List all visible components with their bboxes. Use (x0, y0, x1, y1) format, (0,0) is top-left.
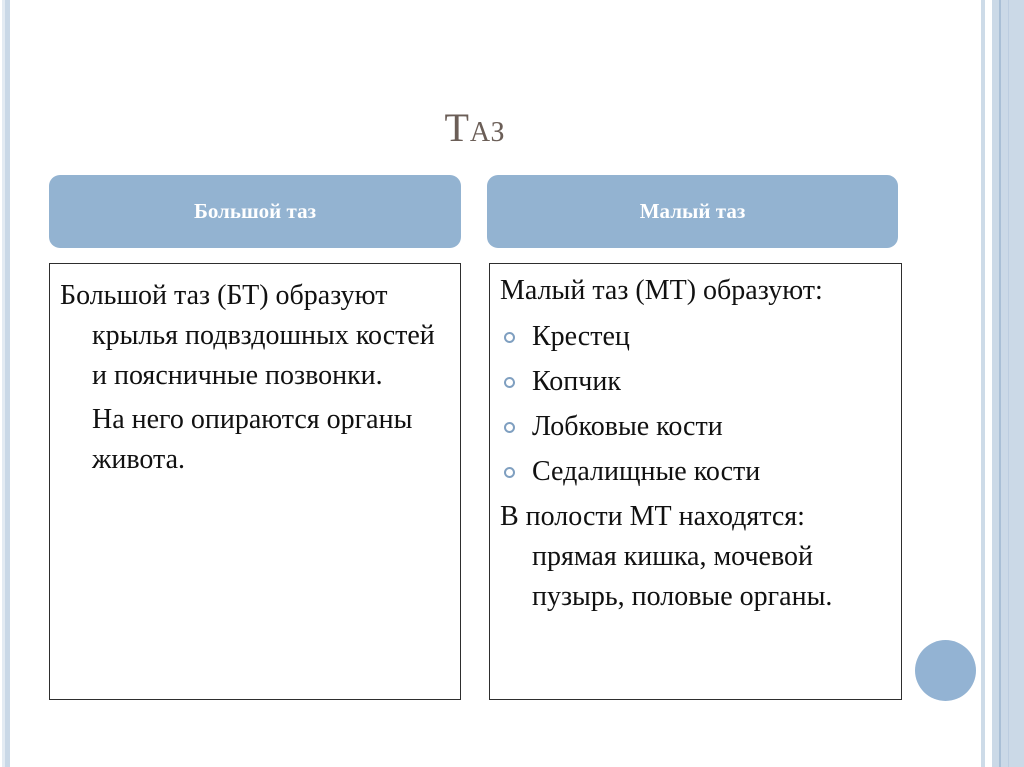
right-decor-line (999, 0, 1001, 767)
small-pelvis-textbox (489, 263, 902, 700)
circle-bullet-icon (504, 467, 515, 478)
right-decor-stripe-thin (981, 0, 985, 767)
large-pelvis-paragraph-1: Большой таз (БТ) образуют крылья подвздошных костей и поясничные позвонки. (60, 280, 435, 391)
header-large-pelvis (49, 175, 461, 248)
header-large-pelvis-label: Большой таз (193, 199, 317, 223)
small-pelvis-bones-list (500, 317, 891, 492)
decor-circle (915, 640, 976, 701)
small-pelvis-intro: Малый таз (МТ) образуют: (500, 275, 823, 306)
list-item (500, 362, 891, 402)
list-item-label: Копчик (532, 366, 621, 397)
circle-bullet-icon (504, 422, 515, 433)
small-pelvis-outro: В полости МТ находятся: прямая кишка, мочевой пузырь, половые органы. (500, 501, 833, 612)
header-small-pelvis-label: Малый таз (639, 199, 746, 223)
list-item (500, 452, 891, 492)
list-item-label: Лобковые кости (532, 411, 723, 442)
circle-bullet-icon (504, 377, 515, 388)
header-small-pelvis (487, 175, 898, 248)
list-item-label: Крестец (532, 321, 630, 352)
list-item (500, 407, 891, 447)
list-item (500, 317, 891, 357)
slide-title: Таз (444, 105, 506, 150)
list-item-label: Седалищные кости (532, 456, 761, 487)
right-decor-line-2 (1008, 0, 1009, 767)
large-pelvis-textbox (49, 263, 461, 700)
circle-bullet-icon (504, 332, 515, 343)
large-pelvis-paragraph-2: На него опираются органы живота. (92, 404, 413, 475)
